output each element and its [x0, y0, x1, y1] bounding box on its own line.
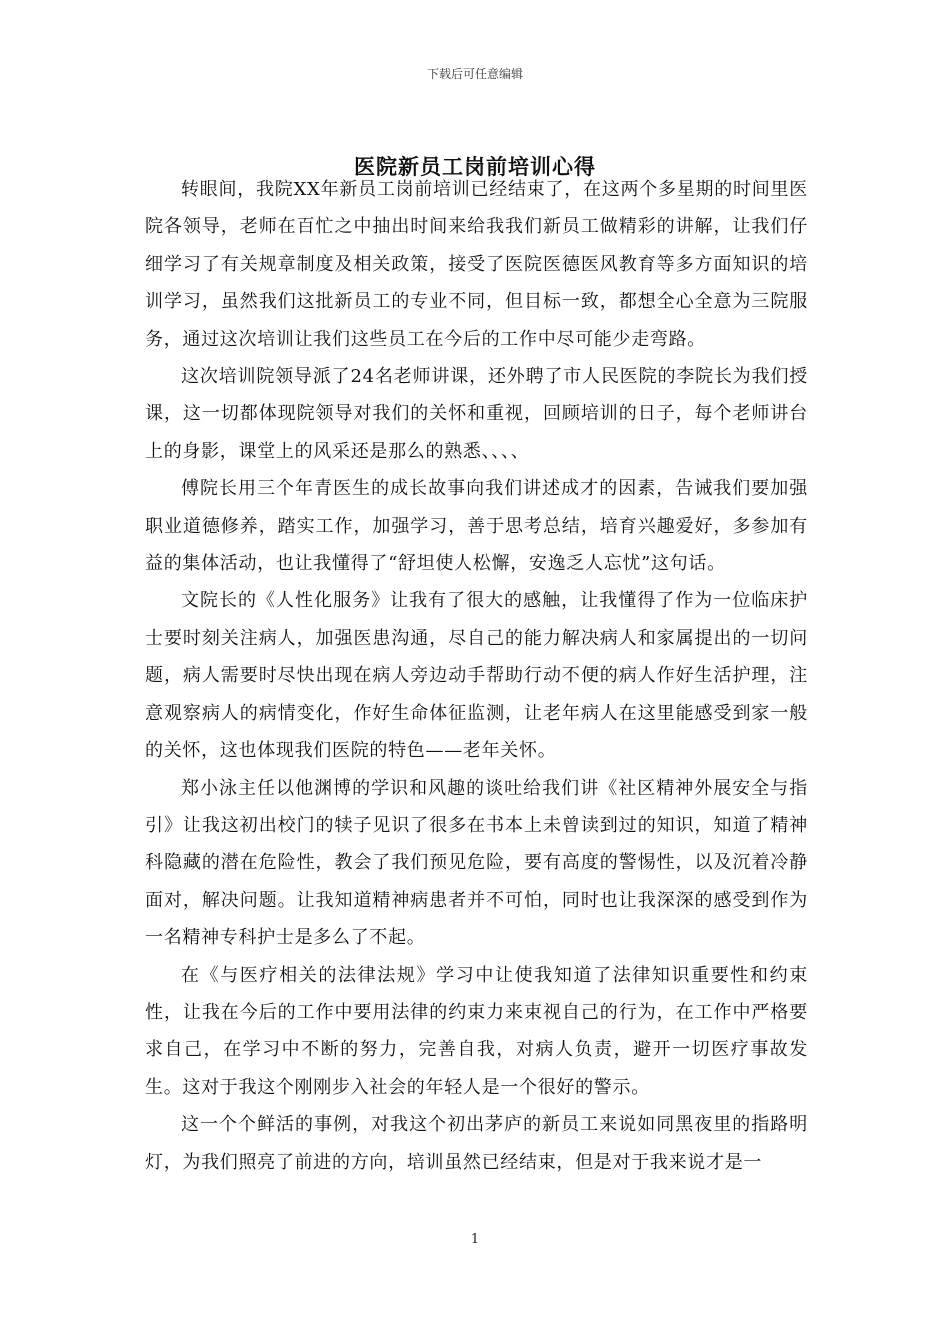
paragraph-2: 这次培训院领导派了24名老师讲课，还外聘了市人民医院的李院长为我们授课，这一切都体现院领导对我们的关怀和重视，回顾培训的日子，每个老师讲台上的身影，课堂上的风采还是那么的熟悉、、、、: [145, 366, 808, 462]
document-title: 医院新员工岗前培训心得: [354, 154, 596, 179]
page-number: 1: [470, 1232, 480, 1247]
paragraph-1: 转眼间，我院XX年新员工岗前培训已经结束了，在这两个多星期的时间里医院各领导，老师在百忙之中抽出时间来给我我们新员工做精彩的讲解，让我们仔细学习了有关规章制度及相关政策，接受了医院医德医风教育等多方面知识的培训学习，虽然我们这批新员工的专业不同，但目标一致，都想全心全意为三院服务，通过这次培训让我们这些员工在今后的工作中尽可能少走弯路。: [145, 179, 808, 350]
paragraph-5: 郑小泳主任以他渊博的学识和风趣的谈吐给我们讲《社区精神外展安全与指引》让我这初出校门的犊子见识了很多在书本上未曾读到过的知识，知道了精神科隐藏的潜在危险性，教会了我们预见危险，要有高度的警惕性，以及沉着冷静面对，解决问题。让我知道精神病患者并不可怕，同时也让我深深的感受到作为一名精神专科护士是多么了不起。: [145, 777, 808, 949]
paragraph-7: 这一个个鲜活的事例，对我这个初出茅庐的新员工来说如同黑夜里的指路明灯，为我们照亮了前进的方向，培训虽然已经结束，但是对于我来说才是一: [145, 1114, 808, 1173]
header-note: 下载后可任意编辑: [426, 67, 523, 81]
paragraph-3: 傅院长用三个年青医生的成长故事向我们讲述成才的因素，告诫我们要加强职业道德修养，踏实工作，加强学习，善于思考总结，培育兴趣爱好，多参加有益的集体活动，也让我懂得了“舒坦使人松懈，安逸乏人忘忧”这句话。: [145, 478, 808, 575]
paragraph-6: 在《与医疗相关的法律法规》学习中让使我知道了法律知识重要性和约束性，让我在今后的工作中要用法律的约束力来束视自己的行为，在工作中严格要求自己，在学习中不断的努力，完善自我，对病人负责，避开一切医疗事故发生。这对于我这个刚刚步入社会的年轻人是一个很好的警示。: [145, 964, 808, 1098]
document-body: [145, 171, 808, 1181]
paragraph-4: 文院长的《人性化服务》让我有了很大的感触，让我懂得了作为一位临床护士要时刻关注病人，加强医患沟通，尽自己的能力解决病人和家属提出的一切问题，病人需要时尽快出现在病人旁边动手帮助行动不便的病人作好生活护理，注意观察病人的病情变化，作好生命体征监测，让老年病人在这里能感受到家一般的关怀，这也体现我们医院的特色——老年关怀。: [145, 590, 808, 762]
